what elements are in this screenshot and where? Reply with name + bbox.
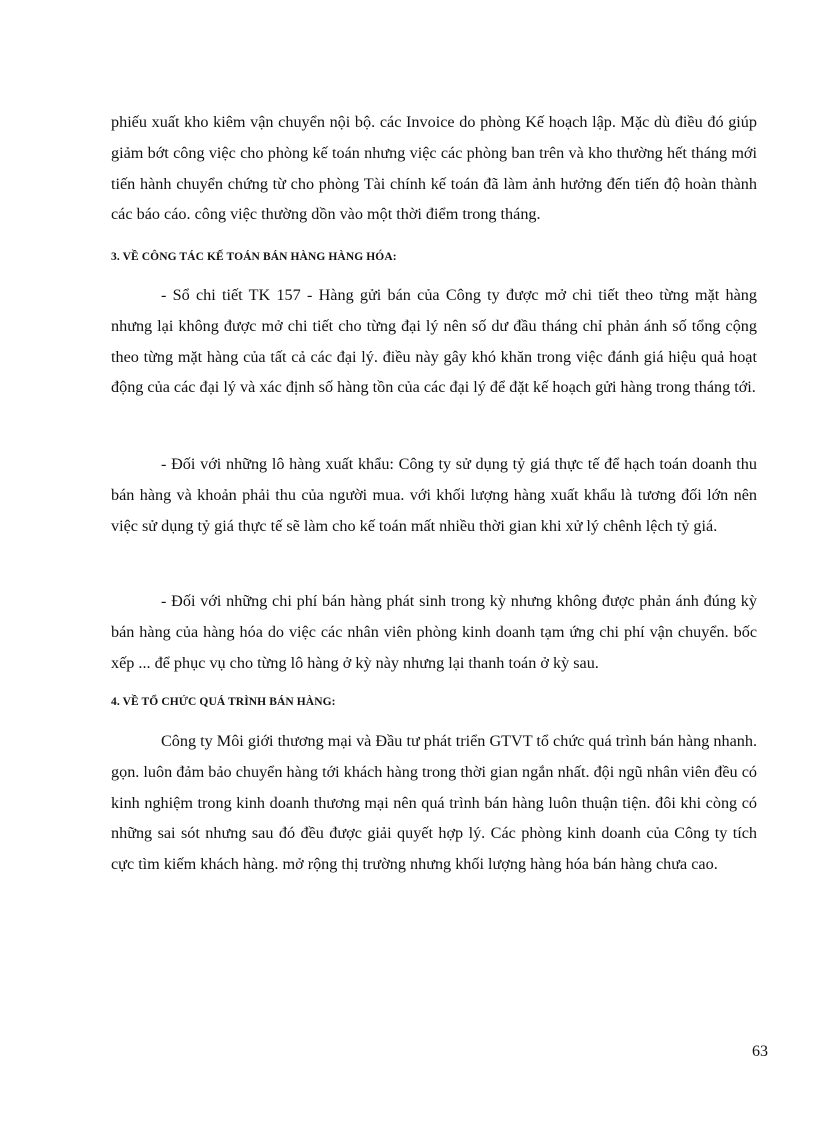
page-number: 63 (752, 1043, 768, 1060)
section-heading-4: 4. VỀ TỔ CHỨC QUÁ TRÌNH BÁN HÀNG: (111, 696, 336, 708)
paragraph-5: Công ty Môi giới thương mại và Đầu tư phát triển GTVT tổ chức quá trình bán hàng nhanh. gọn. luôn đảm bảo chuyển hàng tới khách hàng trong thời gian ngắn nhất. đội ngũ nhân viên đều có kinh nghiệm trong kinh doanh thương mại nên quá trình bán hàng luôn thuận tiện. đôi khi còng có những sai sót nhưng sau đó đều được giải quyết hợp lý. Các phòng kinh doanh của Công ty tích cực tìm kiếm khách hàng. mở rộng thị trường nhưng khối lượng hàng hóa bán hàng chưa cao. (111, 732, 757, 874)
paragraph-2: - Sổ chi tiết TK 157 - Hàng gửi bán của Công ty được mở chi tiết theo từng mặt hàng nhưng lại không được mở chi tiết cho từng đại lý nên số dư đầu tháng chỉ phản ánh số tổng cộng theo từng mặt hàng của tất cả các đại lý. điều này gây khó khăn trong việc đánh giá hiệu quả hoạt động của các đại lý và xác định số hàng tồn của các đại lý để đặt kế hoạch gửi hàng trong tháng tới. (111, 286, 757, 397)
paragraph-4: - Đối với những chi phí bán hàng phát sinh trong kỳ nhưng không được phản ánh đúng kỳ bán hàng của hàng hóa do việc các nhân viên phòng kinh doanh tạm ứng chi phí vận chuyển. bốc xếp ... để phục vụ cho từng lô hàng ở kỳ này nhưng lại thanh toán ở kỳ sau. (111, 592, 757, 672)
paragraph-1: phiếu xuất kho kiêm vận chuyển nội bộ. các Invoice do phòng Kế hoạch lập. Mặc dù điều đó giúp giảm bớt công việc cho phòng kế toán nhưng việc các phòng ban trên và kho thường hết tháng mới tiến hành chuyển chứng từ cho phòng Tài chính kế toán đã làm ảnh hưởng đến tiến độ hoàn thành các báo cáo. công việc thường dồn vào một thời điểm trong tháng. (111, 113, 757, 224)
section-heading-3: 3. VỀ CÔNG TÁC KẾ TOÁN BÁN HÀNG HÀNG HÓA: (111, 251, 397, 263)
paragraph-3: - Đối với những lô hàng xuất khẩu: Công ty sử dụng tỷ giá thực tế để hạch toán doanh thu bán hàng và khoản phải thu của người mua. với khối lượng hàng xuất khẩu là tương đối lớn nên việc sử dụng tỷ giá thực tế sẽ làm cho kế toán mất nhiều thời gian khi xử lý chênh lệch tỷ giá. (111, 455, 757, 535)
